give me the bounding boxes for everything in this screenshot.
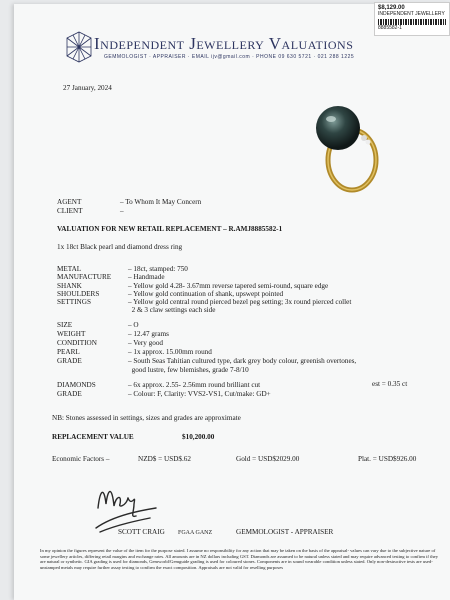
- spec-value: – Yellow gold 4.28- 3.67mm reverse tapered semi-round, square edge: [128, 282, 329, 290]
- spec-label: CONDITION: [57, 339, 97, 347]
- spec-value: 2 & 3 claw settings each side: [128, 306, 216, 314]
- appraiser-name: SCOTT CRAIG: [118, 528, 165, 536]
- agent-value: – To Whom It May Concern: [120, 198, 202, 206]
- company-contact: GEMMOLOGIST · APPRAISER · EMAIL ijv@gmail.com · PHONE 09 630 5721 · 021 288 1225: [104, 54, 355, 60]
- economic-gold: Gold = USD$2029.00: [236, 455, 300, 463]
- spec-value: – O: [128, 321, 139, 329]
- spec-value: – Very good: [128, 339, 164, 347]
- spec-label: MANUFACTURE: [57, 273, 112, 281]
- spec-label: METAL: [57, 265, 82, 273]
- spec-value: – Yellow gold central round pierced bezel peg setting; 3x round pierced collet: [128, 298, 352, 306]
- disclaimer: In my opinion the figures represent the value of the item for the purpose stated. I assume no responsibility for any action that may be taken on the basis of the appraisal- values can vary due to the subjective nature of some jewellery articles, differing retail margins and exchange rates. All amounts are in NZ dollars including GST. Diamonds are assumed to be natural unless stated and may require advanced testing to confirm if they are natural or synthetic. GIA grading is used for diamonds, Gemworld/Gemguide grading is used for coloured stones. Components are in sound wearable condition unless stated. Only non-destructive tests are used- unstamped metals may require further assay testing to confirm the exact composition. Appraisals are not valid for reselling purposes: [40, 548, 439, 570]
- replacement-label: REPLACEMENT VALUE: [52, 433, 134, 441]
- spec-label: SHOULDERS: [57, 290, 100, 298]
- tag-price: $8,129.00: [378, 5, 405, 11]
- appraiser-quals: FGAA GANZ: [178, 530, 213, 536]
- diamond-logo-icon: [62, 30, 96, 64]
- item-title: 1x 18ct Black pearl and diamond dress ring: [57, 243, 183, 251]
- spec-value: – Colour: F, Clarity: VVS2-VS1, Cut/make: GD+: [128, 390, 271, 398]
- agent-label: AGENT: [57, 198, 82, 206]
- spec-label: GRADE: [57, 390, 82, 398]
- economic-plat: Plat. = USD$926.00: [358, 455, 417, 463]
- ring-photo: [308, 98, 388, 198]
- economic-label: Economic Factors –: [52, 455, 110, 463]
- document-date: 27 January, 2024: [63, 84, 112, 92]
- client-value: –: [120, 207, 124, 215]
- tag-line: INDEPENDENT JEWELLERY: [378, 11, 445, 17]
- spec-label: SETTINGS: [57, 298, 91, 306]
- spec-label: GRADE: [57, 357, 82, 365]
- spec-value: – 18ct, stamped: 750: [128, 265, 188, 273]
- client-label: CLIENT: [57, 207, 83, 215]
- spec-label: SHANK: [57, 282, 82, 290]
- spec-value: good lustre, few blemishes, grade 7-8/10: [128, 366, 249, 374]
- spec-label: PEARL: [57, 348, 80, 356]
- diamond-estimate: est = 0.35 ct: [372, 380, 408, 388]
- valuation-title: VALUATION FOR NEW RETAIL REPLACEMENT – R.AMJ8885582-1: [57, 225, 283, 233]
- spec-label: WEIGHT: [57, 330, 86, 338]
- economic-nzd: NZD$ = USD$.62: [138, 455, 191, 463]
- spec-label: SIZE: [57, 321, 73, 329]
- spec-value: – 12.47 grams: [128, 330, 169, 338]
- spec-value: – Handmade: [128, 273, 165, 281]
- spec-value: – 6x approx. 2.55- 2.56mm round brilliant cut: [128, 381, 261, 389]
- note: NB: Stones assessed in settings, sizes and grades are approximate: [52, 414, 241, 422]
- replacement-value: $10,200.00: [182, 433, 215, 441]
- appraiser-role: GEMMOLOGIST - APPRAISER: [236, 528, 334, 536]
- spec-value: – 1x approx. 15.00mm round: [128, 348, 212, 356]
- company-name: Independent Jewellery Valuations: [94, 34, 354, 53]
- spec-label: DIAMONDS: [57, 381, 96, 389]
- spec-value: – Yellow gold continuation of shank, upswept pointed: [128, 290, 284, 298]
- spec-value: – South Seas Tahitian cultured type, dark grey body colour, greenish overtones,: [128, 357, 357, 365]
- price-tag: [374, 2, 450, 36]
- tag-code: 8885582-1: [378, 25, 402, 31]
